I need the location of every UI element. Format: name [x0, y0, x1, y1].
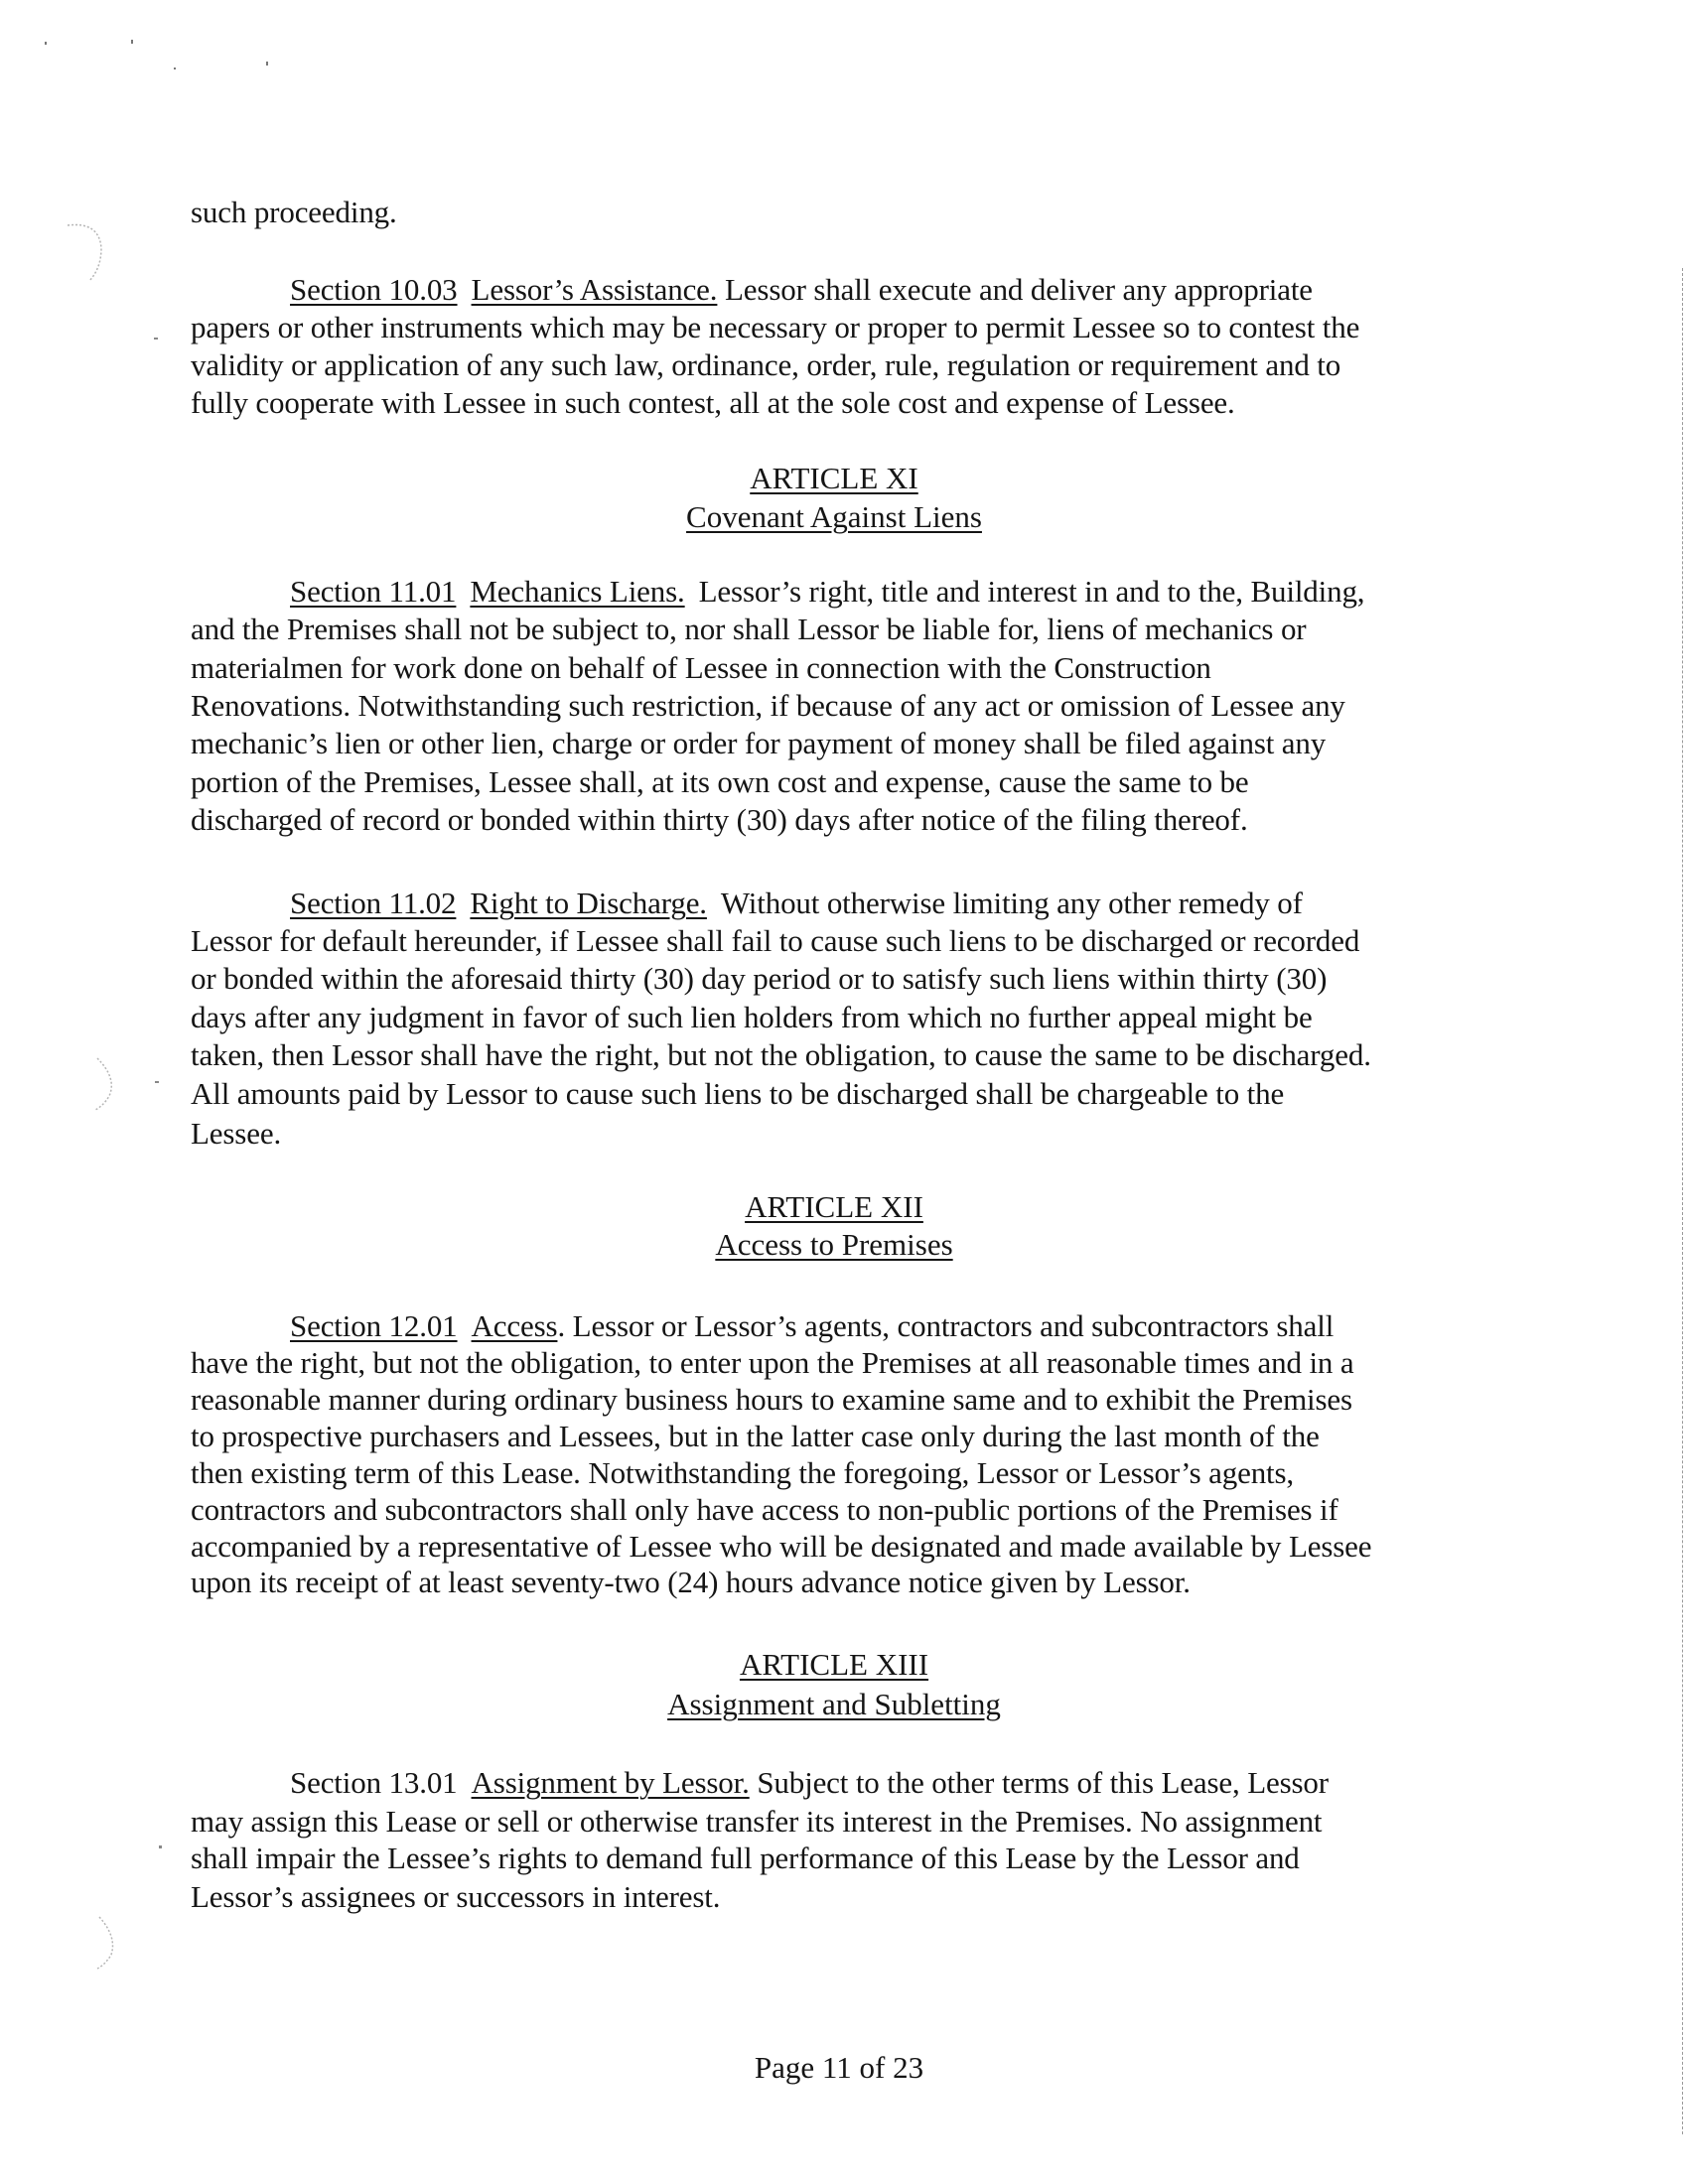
section-10-03-text: papers or other instruments which may be necessary or proper to permit Lessee so to contest the: [191, 310, 1360, 344]
section-number: Section 10.03: [290, 272, 458, 307]
article-heading: [0, 1191, 1668, 1222]
article-heading: [0, 463, 1668, 493]
scan-speck: [159, 1845, 162, 1848]
section-title: Right to Discharge.: [470, 886, 707, 920]
hole-punch-mark-icon: [60, 213, 119, 293]
section-number: Section 13.01: [290, 1765, 458, 1800]
section-11-02-text: taken, then Lessor shall have the right, but not the obligation, to cause the same to be discharged.: [191, 1037, 1371, 1072]
section-title: Mechanics Liens.: [470, 574, 685, 609]
section-11-01-text: Renovations. Notwithstanding such restriction, if because of any act or omission of Lessee any: [191, 688, 1345, 723]
scan-edge-line: [1682, 268, 1683, 2134]
section-11-02-text: Lessor for default hereunder, if Lessee shall fail to cause such liens to be discharged or recorded: [191, 923, 1360, 958]
section-11-02-text: All amounts paid by Lessor to cause such liens to be discharged shall be chargeable to the: [191, 1076, 1285, 1111]
section-12-01-text: accompanied by a representative of Lessee who will be designated and made available by Lessee: [191, 1529, 1372, 1564]
scan-speck: [131, 40, 133, 44]
section-text: Lessor’s right, title and interest in and to the, Building,: [698, 574, 1365, 609]
section-12-01-text: to prospective purchasers and Lessees, but in the latter case only during the last month of the: [191, 1419, 1320, 1453]
section-10-03-text: validity or application of any such law, ordinance, order, rule, regulation or requirement and to: [191, 347, 1341, 382]
section-text: Lessor shall execute and deliver any appropriate: [725, 272, 1313, 307]
scan-speck: [174, 68, 176, 69]
section-12-01-text: then existing term of this Lease. Notwithstanding the foregoing, Lessor or Lessor’s agents,: [191, 1455, 1295, 1490]
scan-speck: [45, 42, 47, 45]
scan-speck: [266, 62, 268, 66]
section-title-period: .: [557, 1308, 566, 1343]
article-xi-subheading: Covenant Against Liens: [686, 499, 982, 534]
section-11-02-text: Lessee.: [191, 1116, 282, 1151]
article-xi-heading: ARTICLE XI: [750, 461, 918, 495]
section-title: Access: [471, 1308, 558, 1343]
hole-punch-mark-icon: [89, 1052, 129, 1122]
article-heading: [0, 1649, 1668, 1680]
section-number: Section 12.01: [290, 1308, 458, 1343]
scan-speck: [154, 338, 158, 340]
section-11-01-line: [290, 576, 1364, 607]
hole-punch-mark-icon: [91, 1911, 131, 1980]
section-number: Section 11.01: [290, 574, 457, 609]
continuation-text: such proceeding.: [191, 195, 397, 229]
section-11-01-text: mechanic’s lien or other lien, charge or order for payment of money shall be filed against any: [191, 726, 1327, 760]
section-11-01-text: and the Premises shall not be subject to, nor shall Lessor be liable for, liens of mechanics or: [191, 612, 1307, 646]
article-xii-subheading: Access to Premises: [715, 1227, 953, 1262]
section-text: Lessor or Lessor’s agents, contractors and subcontractors shall: [572, 1308, 1335, 1343]
section-12-01-text: have the right, but not the obligation, to enter upon the Premises at all reasonable times and in a: [191, 1345, 1354, 1380]
section-number: Section 11.02: [290, 886, 457, 920]
section-12-01-line: [290, 1310, 1334, 1341]
section-text: Without otherwise limiting any other remedy of: [720, 886, 1303, 920]
article-xiii-subheading: Assignment and Subletting: [667, 1687, 1001, 1721]
scan-speck: [155, 1081, 159, 1083]
section-13-01-text: shall impair the Lessee’s rights to demand full performance of this Lease by the Lessor and: [191, 1841, 1300, 1875]
section-13-01-text: may assign this Lease or sell or otherwise transfer its interest in the Premises. No assignment: [191, 1804, 1323, 1839]
article-xiii-heading: ARTICLE XIII: [739, 1647, 929, 1682]
section-11-01-text: portion of the Premises, Lessee shall, at its own cost and expense, cause the same to be: [191, 764, 1249, 799]
section-13-01-line: [290, 1767, 1329, 1798]
article-xii-heading: ARTICLE XII: [745, 1189, 923, 1224]
section-11-02-text: days after any judgment in favor of such lien holders from which no further appeal might be: [191, 1000, 1313, 1034]
section-11-02-text: or bonded within the aforesaid thirty (30) day period or to satisfy such liens within thirty (30): [191, 961, 1328, 996]
section-11-02-line: [290, 887, 1303, 918]
section-11-01-text: materialmen for work done on behalf of Lessee in connection with the Construction: [191, 650, 1211, 685]
article-subheading: [0, 501, 1668, 532]
page-number: Page 11 of 23: [754, 2050, 924, 2085]
section-text: Subject to the other terms of this Lease, Lessor: [757, 1765, 1329, 1800]
section-title: Assignment by Lessor.: [471, 1765, 750, 1800]
article-subheading: [0, 1229, 1668, 1260]
section-10-03-line: [290, 274, 1313, 305]
section-10-03-text: fully cooperate with Lessee in such contest, all at the sole cost and expense of Lessee.: [191, 385, 1235, 420]
section-12-01-text: contractors and subcontractors shall only have access to non-public portions of the Premises if: [191, 1492, 1338, 1527]
section-13-01-text: Lessor’s assignees or successors in interest.: [191, 1879, 721, 1914]
section-12-01-text: reasonable manner during ordinary business hours to examine same and to exhibit the Premises: [191, 1382, 1352, 1417]
section-11-01-text: discharged of record or bonded within thirty (30) days after notice of the filing thereof.: [191, 802, 1248, 837]
section-12-01-text: upon its receipt of at least seventy-two (24) hours advance notice given by Lessor.: [191, 1565, 1191, 1599]
section-title: Lessor’s Assistance.: [471, 272, 718, 307]
article-subheading: [0, 1689, 1668, 1719]
